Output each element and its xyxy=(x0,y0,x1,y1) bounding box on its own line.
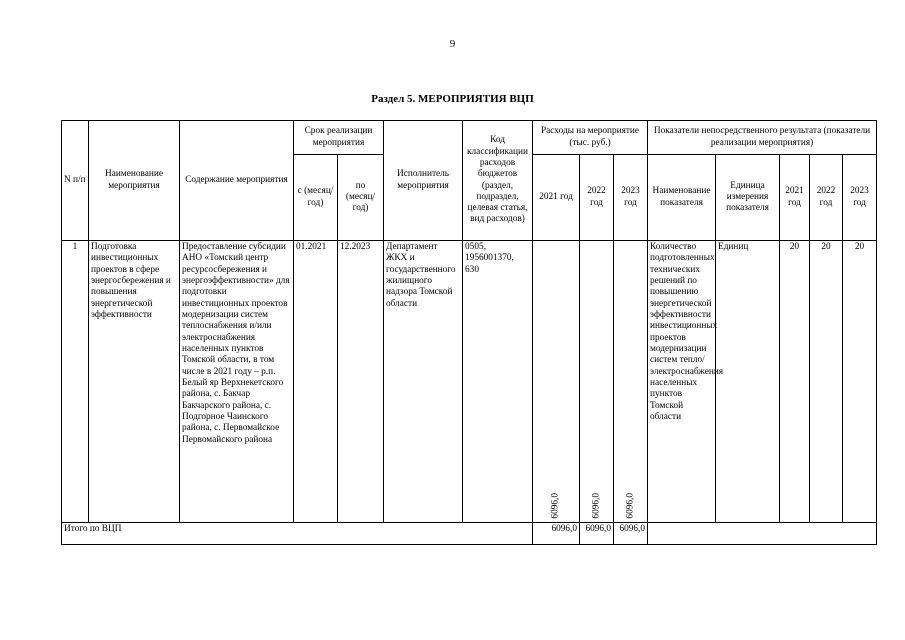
cell-name: Подготовка инвестиционных проектов в сфере энергосбережения и повышения энергетической эффективности xyxy=(89,241,180,523)
measures-table xyxy=(61,120,877,545)
exp-2021-value: 6096,0 xyxy=(550,493,561,519)
header-exp-2021: 2021 год xyxy=(533,155,580,241)
cell-exp-2023 xyxy=(614,241,648,523)
header-num: N п/п xyxy=(62,121,89,241)
page-number: 9 xyxy=(449,38,456,50)
cell-code: 0505, 1956001370, 630 xyxy=(463,241,533,523)
cell-num: 1 xyxy=(62,241,89,523)
cell-content: Предоставление субсидии АНО «Томский центр ресурсосбережения и энергоэффективности» для подготовки инвестиционных проектов модернизации систем теплоснабжения и/или электроснабжения населенных пунктов Томской области, в том числе в 2021 году – р.п. Белый яр Верхнекетского района, с. Бакчар Бакчарского района, с. Подгорное Чаинского района, с. Первомайское Первомайского района xyxy=(180,241,294,523)
cell-exp-2021 xyxy=(533,241,580,523)
header-expenses: Расходы на мероприятие (тыс. руб.) xyxy=(533,121,648,155)
section-title: Раздел 5. МЕРОПРИЯТИЯ ВЦП xyxy=(371,93,534,105)
header-exp-2022: 2022 год xyxy=(580,155,614,241)
header-exp-2023: 2023 год xyxy=(614,155,648,241)
cell-from: 01.2021 xyxy=(294,241,338,523)
header-code: Код классификации расходов бюджетов (раздел, подраздел, целевая статья, вид расходов) xyxy=(463,121,533,241)
total-indicators-empty xyxy=(648,523,877,545)
cell-exp-2022 xyxy=(580,241,614,523)
total-label: Итого по ВЦП xyxy=(62,523,533,545)
total-exp-2023: 6096,0 xyxy=(614,523,648,545)
header-ind-2022: 2022 год xyxy=(810,155,843,241)
header-ind-2021: 2021 год xyxy=(780,155,810,241)
header-from: с (месяц/ год) xyxy=(294,155,338,241)
header-ind-2023: 2023 год xyxy=(843,155,877,241)
cell-ind-2023: 20 xyxy=(843,241,877,523)
total-exp-2021: 6096,0 xyxy=(533,523,580,545)
exp-2022-value: 6096,0 xyxy=(590,493,601,519)
header-executor: Исполнитель мероприятия xyxy=(384,121,463,241)
header-name: Наименование мероприятия xyxy=(89,121,180,241)
cell-ind-2021: 20 xyxy=(780,241,810,523)
header-ind-name: Наименование показателя xyxy=(648,155,716,241)
header-content: Содержание мероприятия xyxy=(180,121,294,241)
cell-to: 12.2023 xyxy=(338,241,384,523)
header-period: Срок реализации мероприятия xyxy=(294,121,384,155)
header-indicators: Показатели непосредственного результата (показатели реализации мероприятия) xyxy=(648,121,877,155)
cell-ind-name: Количество подготовленных технических решений по повышению энергетической эффективности инвестиционных проектов модернизации систем тепло/электроснабжения населенных пунктов Томской области xyxy=(648,241,716,523)
header-to: по (месяц/ год) xyxy=(338,155,384,241)
table-row xyxy=(62,241,877,523)
cell-ind-unit: Единиц xyxy=(716,241,780,523)
cell-ind-2022: 20 xyxy=(810,241,843,523)
exp-2023-value: 6096,0 xyxy=(624,493,635,519)
header-ind-unit: Единица измерения показателя xyxy=(716,155,780,241)
cell-executor: Департамент ЖКХ и государственного жилищного надзора Томской области xyxy=(384,241,463,523)
total-row xyxy=(62,523,877,545)
total-exp-2022: 6096,0 xyxy=(580,523,614,545)
